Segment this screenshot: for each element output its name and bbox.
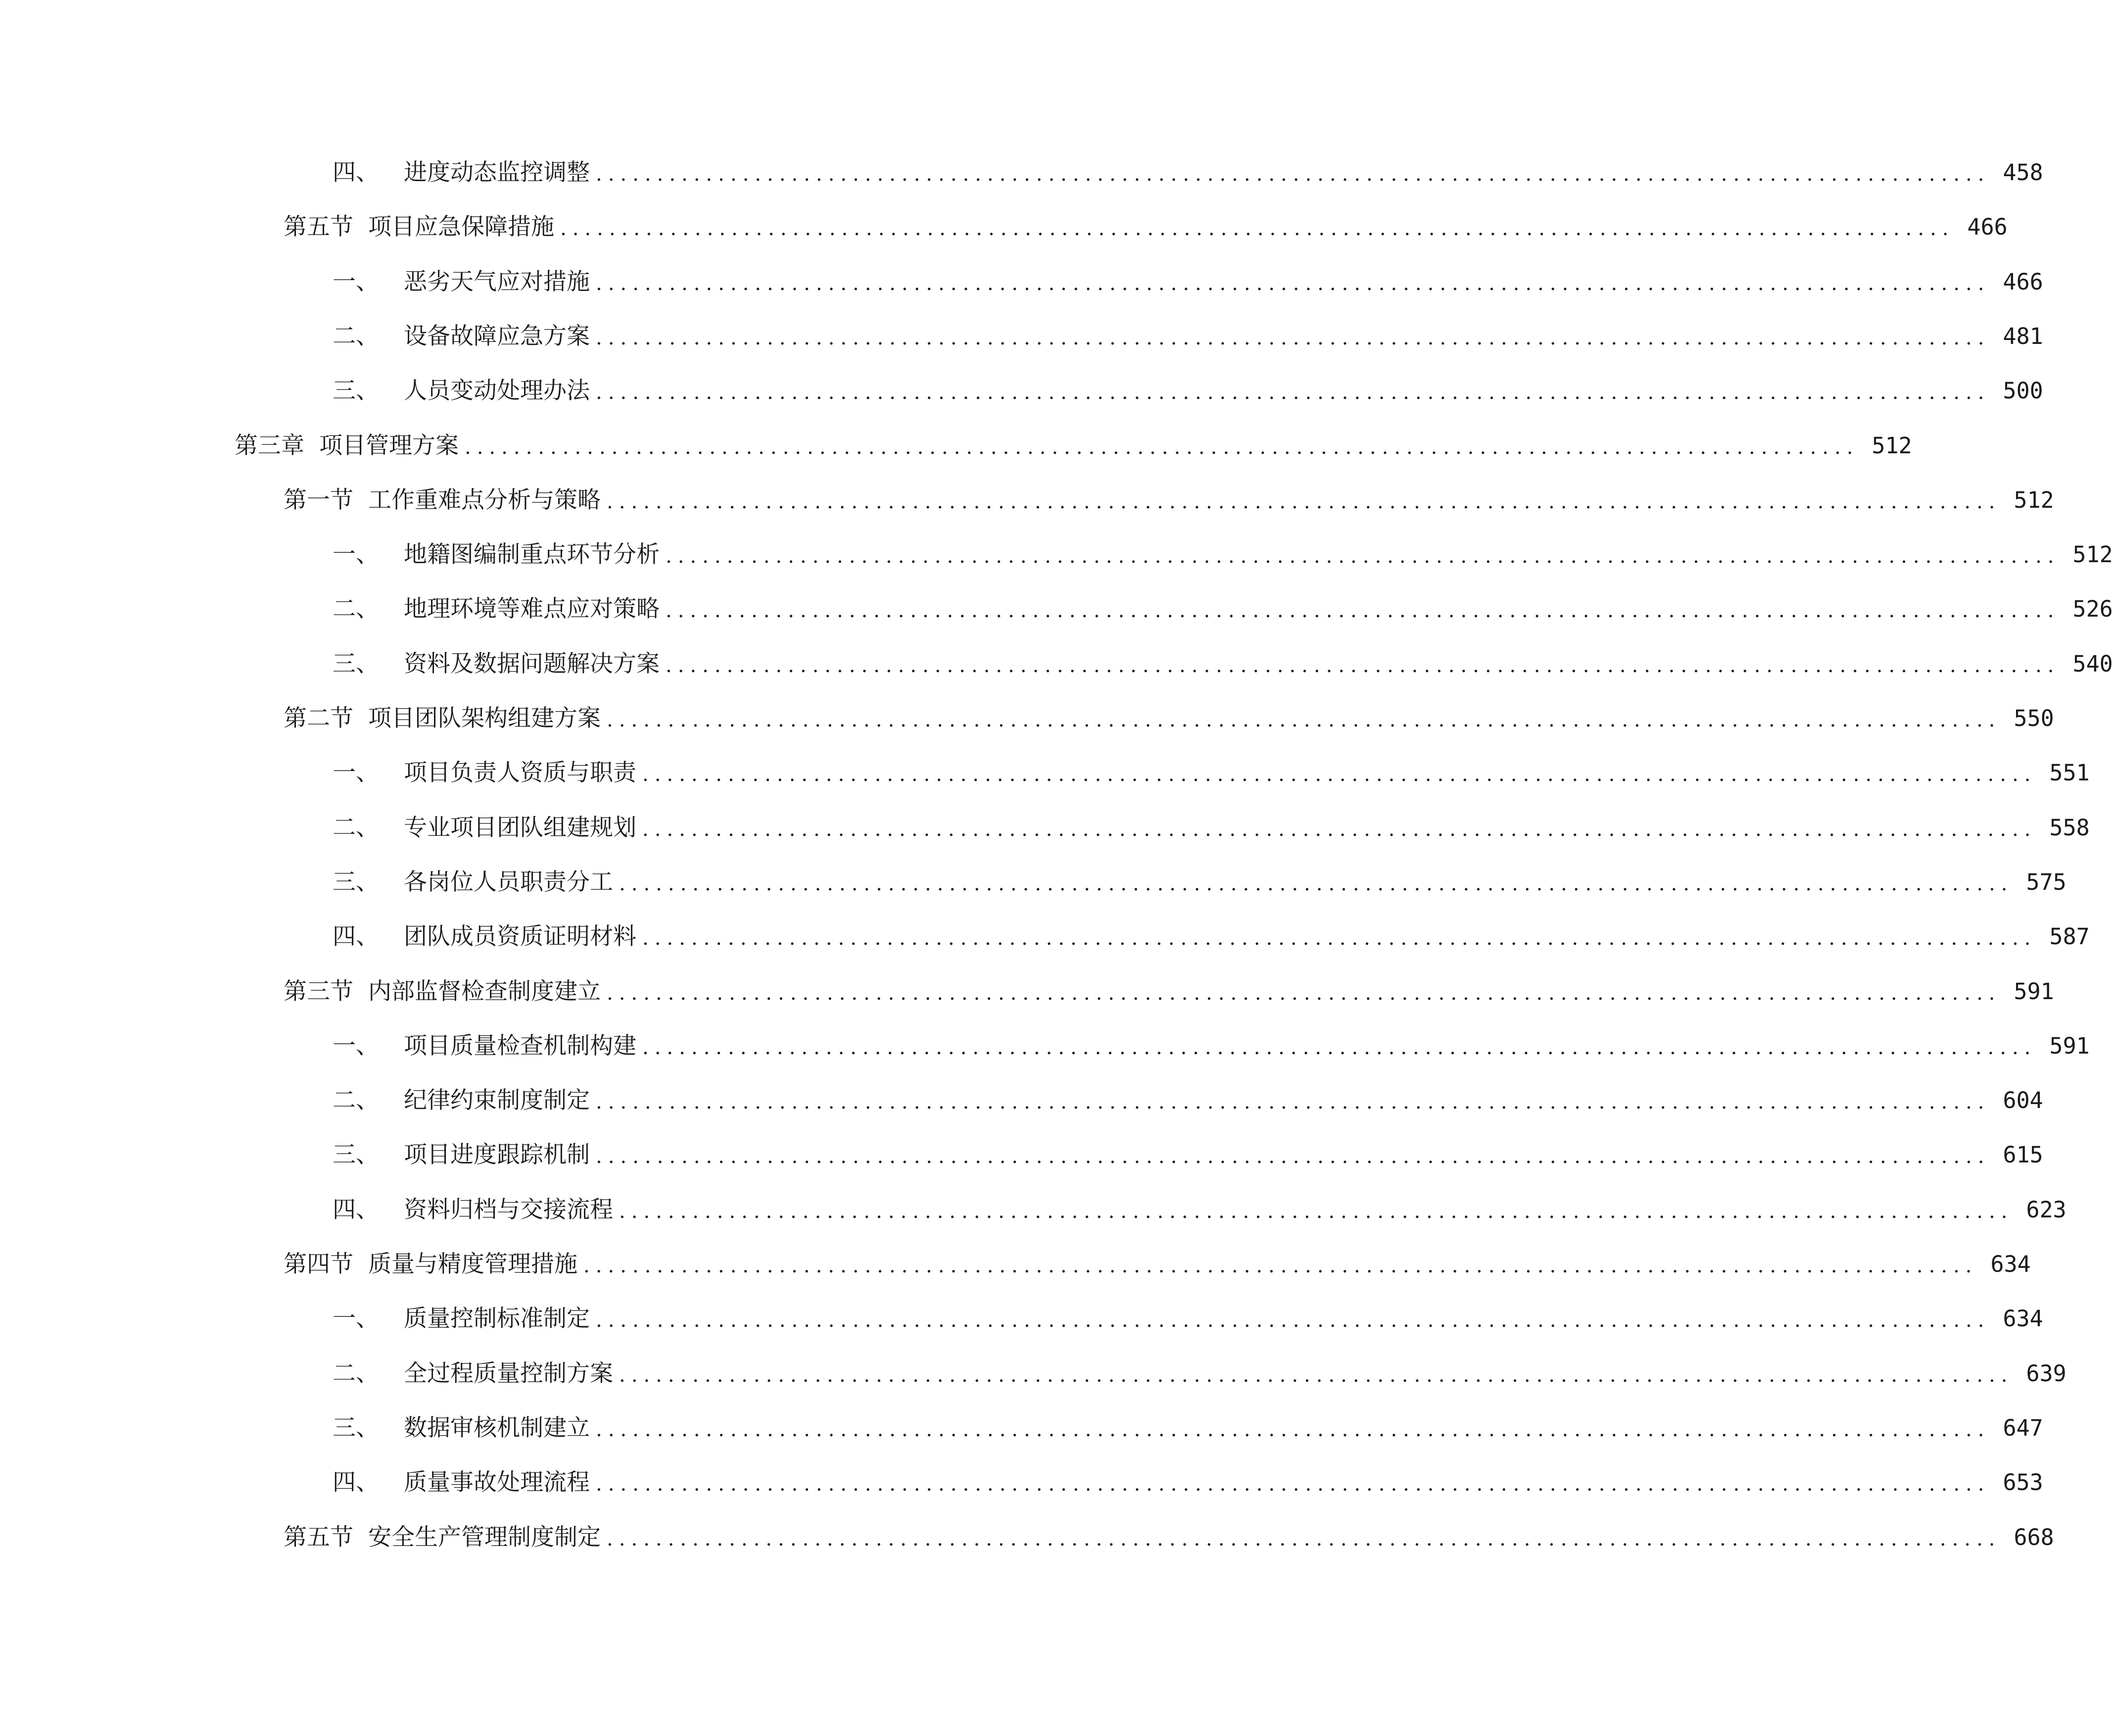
toc-entry-title: 安全生产管理制度制定 [368,1523,601,1551]
toc-entry-title: 团队成员资质证明材料 [404,922,636,950]
toc-page-number: 540 [2072,650,2113,677]
toc-dot-leader: .................................................................................................................. [666,654,2060,677]
toc-entry-number: 一、 [333,1304,379,1332]
toc-entry[interactable] [333,534,2113,574]
toc-page-number: 526 [2072,595,2113,622]
toc-entry[interactable] [333,1135,2043,1174]
toc-entry-number: 第三节 [284,977,353,1005]
toc-page-number: 558 [2049,814,2090,841]
toc-entry-title: 各岗位人员职责分工 [404,868,613,896]
toc-page-number: 587 [2049,923,2090,950]
toc-entry-number: 二、 [333,322,379,350]
toc-page-number: 481 [2003,323,2043,349]
toc-entry-title: 内部监督检查制度建立 [368,977,601,1005]
toc-entry[interactable] [284,480,2054,520]
toc-dot-leader: .................................................................................................................. [642,763,2037,786]
toc-page-number: 550 [2014,705,2054,731]
toc-entry[interactable] [333,262,2043,301]
toc-dot-leader: .................................................................................................................. [619,1364,2014,1387]
toc-entry-title: 项目应急保障措施 [368,213,554,241]
toc-entry[interactable] [333,1190,2066,1229]
toc-page-number: 512 [2014,486,2054,513]
toc-dot-leader: .................................................................................................................. [666,545,2060,568]
toc-entry[interactable] [333,644,2113,683]
toc-entry-number: 三、 [333,650,379,677]
toc-dot-leader: .................................................................................................................. [619,1200,2014,1223]
toc-dot-leader: .................................................................................................................. [607,709,2001,731]
toc-dot-leader: .................................................................................................................. [596,327,1990,349]
toc-entry-title: 全过程质量控制方案 [404,1359,613,1387]
toc-entry[interactable] [284,207,2008,246]
toc-entry[interactable] [284,1244,2031,1284]
toc-dot-leader: .................................................................................................................. [596,1091,1990,1113]
toc-entry[interactable] [333,808,2090,847]
toc-page-number: 634 [1990,1251,2031,1277]
toc-entry-number: 三、 [333,868,379,896]
toc-entry-number: 第三章 [235,432,304,459]
toc-dot-leader: .................................................................................................................. [607,490,2001,513]
toc-entry[interactable] [333,589,2113,628]
toc-entry-number: 四、 [333,1468,379,1496]
toc-entry[interactable] [235,426,1912,465]
toc-entry[interactable] [333,1408,2043,1447]
toc-entry-number: 二、 [333,1359,379,1387]
toc-page-number: 551 [2049,759,2090,786]
toc-page-number: 604 [2003,1087,2043,1113]
toc-entry[interactable] [284,971,2054,1011]
toc-entry-number: 一、 [333,540,379,568]
toc-page-number: 647 [2003,1414,2043,1441]
toc-dot-leader: .................................................................................................................. [596,1418,1990,1441]
toc-dot-leader: .................................................................................................................. [596,381,1990,404]
toc-entry-title: 数据审核机制建立 [404,1414,590,1442]
toc-entry[interactable] [284,1517,2054,1557]
toc-entry-number: 三、 [333,1141,379,1168]
toc-dot-leader: .................................................................................................................. [596,1145,1990,1168]
toc-entry[interactable] [333,1080,2043,1120]
toc-dot-leader: .................................................................................................................. [607,982,2001,1005]
toc-page-number: 623 [2026,1196,2066,1223]
toc-page-number: 591 [2014,978,2054,1005]
toc-page-number: 653 [2003,1469,2043,1495]
toc-entry-title: 质量控制标准制定 [404,1304,590,1332]
toc-dot-leader: .................................................................................................................. [642,927,2037,950]
toc-entry-title: 项目质量检查机制构建 [404,1032,636,1060]
toc-entry-number: 第二节 [284,704,353,732]
toc-entry-title: 质量与精度管理措施 [368,1250,577,1278]
toc-entry-title: 资料及数据问题解决方案 [404,650,660,677]
toc-page-number: 512 [2072,541,2113,568]
toc-dot-leader: .................................................................................................................. [666,599,2060,622]
toc-entry-number: 二、 [333,595,379,623]
toc-page-number: 458 [2003,159,2043,186]
toc-entry-number: 三、 [333,1414,379,1442]
toc-page-number: 500 [2003,377,2043,404]
toc-entry-title: 地籍图编制重点环节分析 [404,540,660,568]
toc-dot-leader: .................................................................................................................. [642,1036,2037,1059]
toc-entry-title: 质量事故处理流程 [404,1468,590,1496]
toc-dot-leader: .................................................................................................................. [596,163,1990,186]
toc-entry-number: 第四节 [284,1250,353,1278]
toc-entry-number: 第一节 [284,486,353,514]
toc-entry-number: 一、 [333,1032,379,1060]
toc-dot-leader: .................................................................................................................. [596,1309,1990,1332]
toc-entry[interactable] [333,1462,2043,1502]
toc-entry-title: 项目进度跟踪机制 [404,1141,590,1168]
toc-page-number: 615 [2003,1141,2043,1168]
toc-dot-leader: .................................................................................................................. [607,1528,2001,1550]
toc-dot-leader: .................................................................................................................. [619,872,2014,895]
toc-entry-title: 工作重难点分析与策略 [368,486,601,514]
toc-entry[interactable] [333,862,2066,902]
toc-entry-title: 纪律约束制度制定 [404,1086,590,1114]
toc-entry-title: 专业项目团队组建规划 [404,814,636,841]
toc-entry[interactable] [284,698,2054,738]
toc-dot-leader: .................................................................................................................. [465,436,1859,459]
toc-dot-leader: .................................................................................................................. [596,1473,1990,1495]
toc-entry-number: 四、 [333,922,379,950]
toc-entry-title: 资料归档与交接流程 [404,1196,613,1223]
toc-page-number: 668 [2014,1524,2054,1550]
toc-page-number: 466 [2003,268,2043,295]
toc-entry-number: 二、 [333,1086,379,1114]
toc-entry[interactable] [333,753,2090,792]
toc-page-number: 575 [2026,868,2066,895]
toc-page-number: 512 [1872,432,1912,459]
toc-page-number: 639 [2026,1360,2066,1387]
toc-entry-number: 二、 [333,814,379,841]
toc-entry-number: 四、 [333,158,379,186]
toc-entry[interactable] [333,1353,2066,1393]
toc-entry-number: 第五节 [284,1523,353,1551]
toc-entry-number: 一、 [333,759,379,786]
toc-entry-title: 项目管理方案 [319,432,459,459]
toc-dot-leader: .................................................................................................................. [642,818,2037,841]
toc-page-number: 591 [2049,1032,2090,1059]
toc-entry[interactable] [333,371,2043,410]
toc-entry-number: 三、 [333,377,379,404]
toc-entry-title: 项目负责人资质与职责 [404,759,636,786]
toc-page-number: 466 [1967,213,2008,240]
toc-entry-number: 一、 [333,268,379,295]
toc-entry-title: 地理环境等难点应对策略 [404,595,660,623]
toc-entry[interactable] [333,916,2090,956]
toc-entry-title: 项目团队架构组建方案 [368,704,601,732]
toc-entry-title: 进度动态监控调整 [404,158,590,186]
toc-entry[interactable] [333,1299,2043,1338]
toc-entry[interactable] [333,152,2043,192]
toc-dot-leader: .................................................................................................................. [583,1254,1978,1277]
toc-entry-number: 四、 [333,1196,379,1223]
toc-dot-leader: .................................................................................................................. [596,272,1990,295]
toc-entry[interactable] [333,316,2043,356]
toc-page-number: 634 [2003,1305,2043,1332]
toc-entry-number: 第五节 [284,213,353,241]
toc-entry[interactable] [333,1026,2090,1065]
toc-dot-leader: .................................................................................................................. [560,217,1955,240]
toc-entry-title: 设备故障应急方案 [404,322,590,350]
toc-entry-title: 人员变动处理办法 [404,377,590,404]
toc-entry-title: 恶劣天气应对措施 [404,268,590,295]
